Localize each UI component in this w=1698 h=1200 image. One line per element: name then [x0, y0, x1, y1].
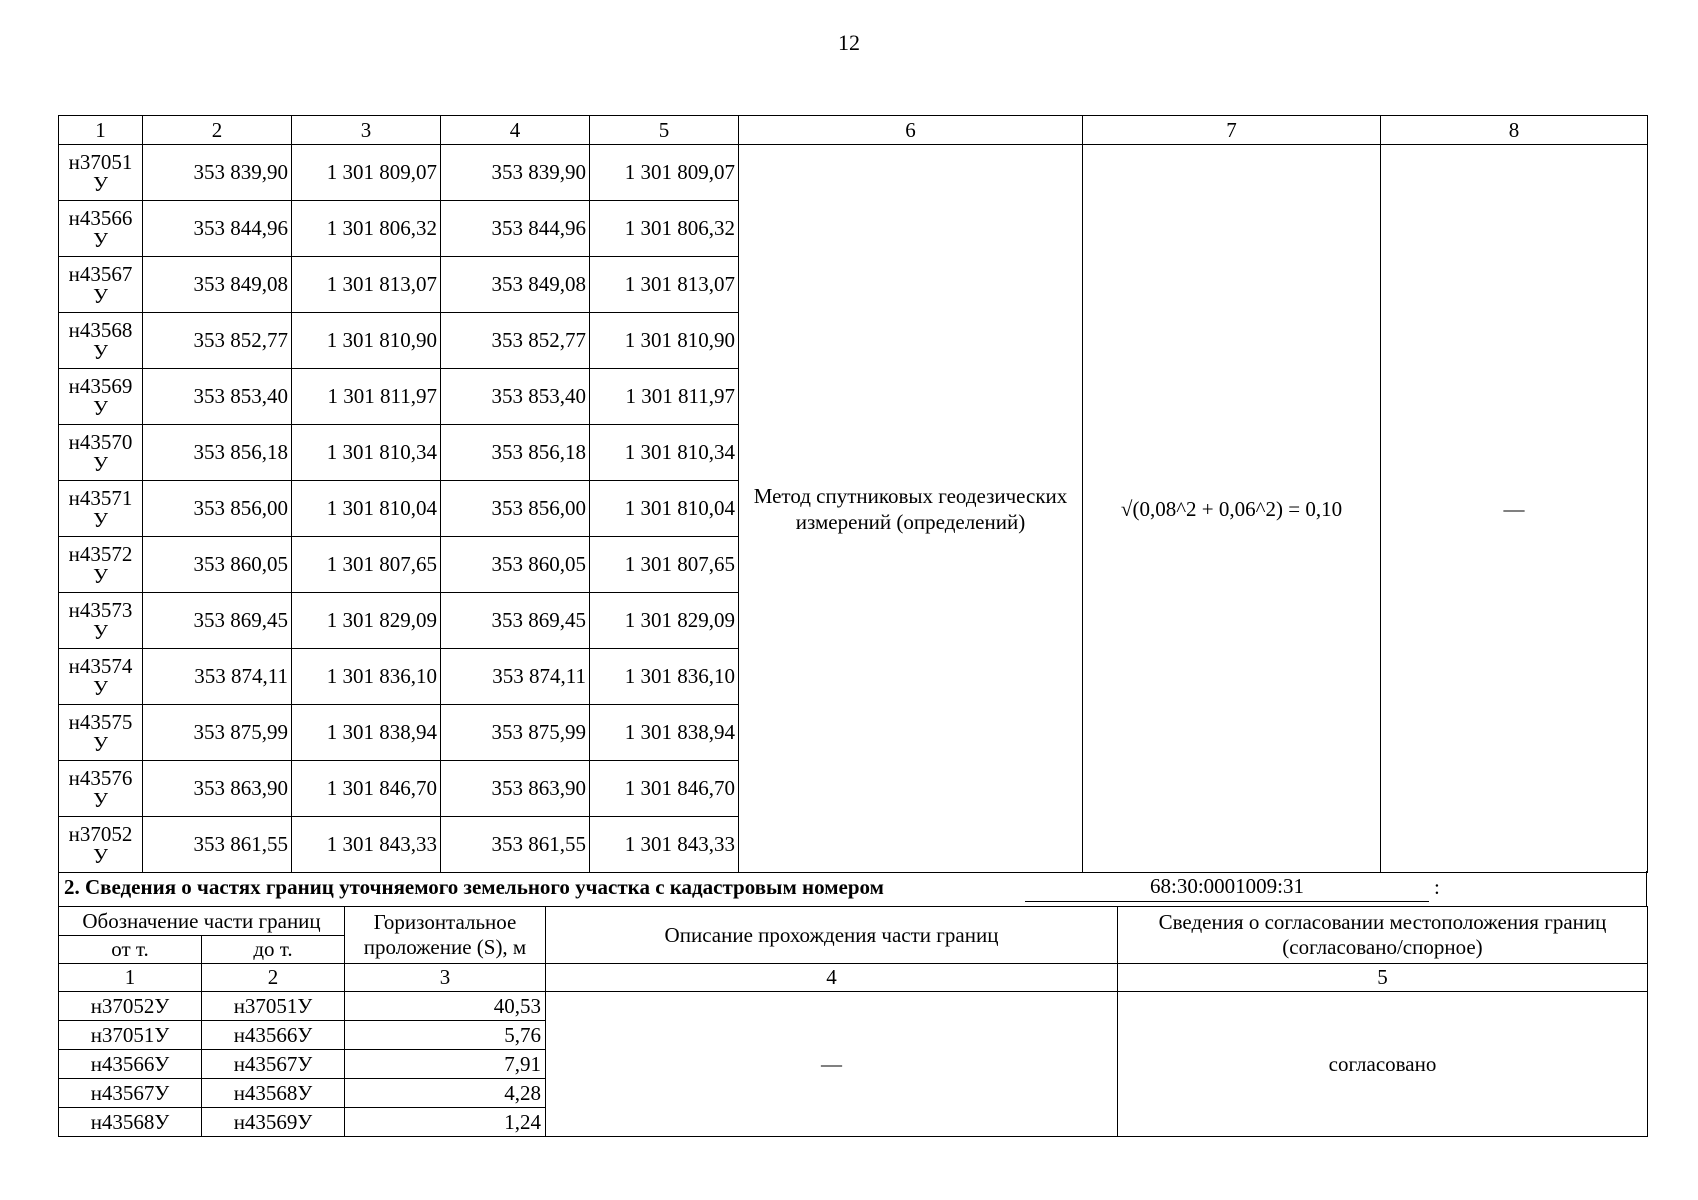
column-number: 5	[590, 116, 739, 145]
column-number: 6	[739, 116, 1083, 145]
refined-x: 353 861,55	[441, 817, 590, 873]
existing-y: 1 301 809,07	[292, 145, 441, 201]
from-point: н37052У	[59, 992, 202, 1021]
from-point: н43568У	[59, 1108, 202, 1137]
page-number: 12	[838, 30, 860, 55]
column-number: 3	[292, 116, 441, 145]
refined-y: 1 301 846,70	[590, 761, 739, 817]
existing-x: 353 860,05	[143, 537, 292, 593]
column-number: 4	[441, 116, 590, 145]
point-id: н43571 У	[59, 481, 143, 537]
refined-y: 1 301 811,97	[590, 369, 739, 425]
column-number: 8	[1381, 116, 1648, 145]
point-id: н43569 У	[59, 369, 143, 425]
refined-x: 353 856,18	[441, 425, 590, 481]
refined-x: 353 863,90	[441, 761, 590, 817]
cadastral-number: 68:30:0001009:31	[1025, 871, 1429, 902]
refined-x: 353 875,99	[441, 705, 590, 761]
point-id: н43568 У	[59, 313, 143, 369]
point-id: н37052 У	[59, 817, 143, 873]
column-number-row	[59, 964, 1648, 992]
existing-y: 1 301 836,10	[292, 649, 441, 705]
horizontal-length: 7,91	[345, 1050, 546, 1079]
existing-x: 353 861,55	[143, 817, 292, 873]
existing-y: 1 301 813,07	[292, 257, 441, 313]
horizontal-length: 5,76	[345, 1021, 546, 1050]
section2-colon: :	[1434, 875, 1440, 899]
existing-y: 1 301 843,33	[292, 817, 441, 873]
point-id: н43572 У	[59, 537, 143, 593]
point-id: н37051 У	[59, 145, 143, 201]
refined-x: 353 853,40	[441, 369, 590, 425]
description-header: Описание прохождения части границ	[546, 907, 1118, 964]
agreement-cell: согласовано	[1118, 992, 1648, 1137]
refined-y: 1 301 810,90	[590, 313, 739, 369]
point-id: н43566 У	[59, 201, 143, 257]
existing-x: 353 853,40	[143, 369, 292, 425]
column-number: 5	[1118, 964, 1648, 992]
refined-y: 1 301 838,94	[590, 705, 739, 761]
refined-y: 1 301 810,34	[590, 425, 739, 481]
refined-y: 1 301 809,07	[590, 145, 739, 201]
to-header: до т.	[202, 936, 345, 964]
column-number-row	[59, 116, 1648, 145]
table-row	[59, 992, 1648, 1021]
section2-title: 2. Сведения о частях границ уточняемого земельного участка с кадастровым номером	[64, 875, 884, 899]
horizontal-length: 40,53	[345, 992, 546, 1021]
agreement-header: Сведения о согласовании местоположения границ (согласовано/спорное)	[1118, 907, 1648, 964]
method-cell: Метод спутниковых геодезических измерений (определений)	[739, 145, 1083, 873]
to-point: н37051У	[202, 992, 345, 1021]
refined-y: 1 301 810,04	[590, 481, 739, 537]
existing-y: 1 301 806,32	[292, 201, 441, 257]
to-point: н43567У	[202, 1050, 345, 1079]
existing-y: 1 301 810,90	[292, 313, 441, 369]
to-point: н43566У	[202, 1021, 345, 1050]
column-number: 2	[143, 116, 292, 145]
existing-y: 1 301 829,09	[292, 593, 441, 649]
existing-x: 353 856,18	[143, 425, 292, 481]
col8-cell: —	[1381, 145, 1648, 873]
existing-x: 353 875,99	[143, 705, 292, 761]
existing-x: 353 849,08	[143, 257, 292, 313]
boundary-parts-table	[58, 906, 1648, 1137]
column-number: 2	[202, 964, 345, 992]
from-header: от т.	[59, 936, 202, 964]
refined-y: 1 301 829,09	[590, 593, 739, 649]
horizontal-length: 4,28	[345, 1079, 546, 1108]
existing-y: 1 301 807,65	[292, 537, 441, 593]
horizontal-header: Горизонтальное проложение (S), м	[345, 907, 546, 964]
refined-x: 353 852,77	[441, 313, 590, 369]
from-point: н43566У	[59, 1050, 202, 1079]
point-id: н43576 У	[59, 761, 143, 817]
existing-y: 1 301 810,34	[292, 425, 441, 481]
from-point: н37051У	[59, 1021, 202, 1050]
existing-x: 353 856,00	[143, 481, 292, 537]
column-number: 1	[59, 116, 143, 145]
designation-header: Обозначение части границ	[59, 907, 345, 936]
to-point: н43569У	[202, 1108, 345, 1137]
description-cell: —	[546, 992, 1118, 1137]
refined-y: 1 301 813,07	[590, 257, 739, 313]
existing-x: 353 844,96	[143, 201, 292, 257]
refined-x: 353 869,45	[441, 593, 590, 649]
header-row	[59, 907, 1648, 936]
column-number: 1	[59, 964, 202, 992]
refined-y: 1 301 836,10	[590, 649, 739, 705]
existing-y: 1 301 810,04	[292, 481, 441, 537]
existing-x: 353 869,45	[143, 593, 292, 649]
from-point: н43567У	[59, 1079, 202, 1108]
coordinates-table	[58, 115, 1648, 873]
refined-x: 353 856,00	[441, 481, 590, 537]
accuracy-cell: √(0,08^2 + 0,06^2) = 0,10	[1083, 145, 1381, 873]
column-number: 7	[1083, 116, 1381, 145]
existing-x: 353 839,90	[143, 145, 292, 201]
column-number: 3	[345, 964, 546, 992]
existing-x: 353 863,90	[143, 761, 292, 817]
refined-x: 353 860,05	[441, 537, 590, 593]
refined-x: 353 849,08	[441, 257, 590, 313]
refined-x: 353 844,96	[441, 201, 590, 257]
to-point: н43568У	[202, 1079, 345, 1108]
refined-y: 1 301 807,65	[590, 537, 739, 593]
refined-y: 1 301 806,32	[590, 201, 739, 257]
point-id: н43567 У	[59, 257, 143, 313]
section2-heading	[58, 871, 1647, 906]
existing-y: 1 301 838,94	[292, 705, 441, 761]
refined-x: 353 839,90	[441, 145, 590, 201]
horizontal-length: 1,24	[345, 1108, 546, 1137]
existing-y: 1 301 846,70	[292, 761, 441, 817]
point-id: н43574 У	[59, 649, 143, 705]
point-id: н43573 У	[59, 593, 143, 649]
table-row	[59, 145, 1648, 201]
existing-x: 353 874,11	[143, 649, 292, 705]
refined-y: 1 301 843,33	[590, 817, 739, 873]
existing-y: 1 301 811,97	[292, 369, 441, 425]
point-id: н43570 У	[59, 425, 143, 481]
column-number: 4	[546, 964, 1118, 992]
existing-x: 353 852,77	[143, 313, 292, 369]
refined-x: 353 874,11	[441, 649, 590, 705]
point-id: н43575 У	[59, 705, 143, 761]
